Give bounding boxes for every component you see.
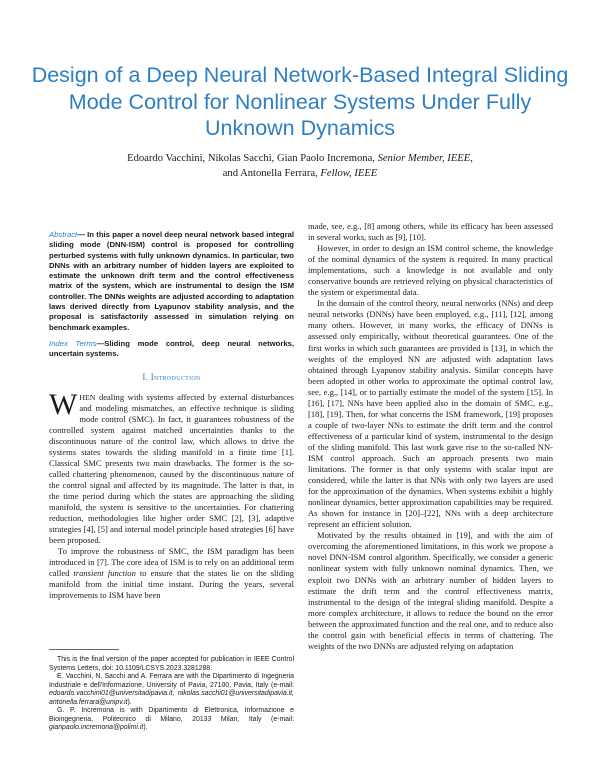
footnote-p2-b: ). <box>127 698 132 706</box>
index-terms-text: —Sliding mode control, deep neural networks, uncertain systems. <box>49 338 295 359</box>
index-terms-label: Index Terms <box>49 338 97 348</box>
intro-paragraph-2 <box>49 546 294 601</box>
intro-paragraph-1 <box>49 387 294 547</box>
footnote-p2-emails: edoardo.vacchini01@universitadipavia.it, nikolas.sacchi01@universitadipavia.it, antonella.ferrara@unipv.it <box>49 690 294 706</box>
authors-line1-end: , <box>470 153 473 164</box>
intro-p2-emphasis: transient function <box>73 568 136 579</box>
intro-p2-text-a: To improve the robustness of SMC, the ISM paradigm has been introduced in [7]. The core idea of ISM is to rely on an additional term called <box>49 546 294 579</box>
author-list <box>30 152 570 181</box>
dropcap-rest: HEN <box>79 392 96 402</box>
authors-line2: and Antonella Ferrara, <box>222 167 321 179</box>
footnote-rule <box>49 649 119 650</box>
right-paragraph-2: In the domain of the control theory, neural networks (NNs) and deep neural networks (DNNs) have been employed, e.g., [11], [12], among many others. However, in many works, the efficacy of DNNs is assessed only empirically, without theoretical guarantees. One of the first works in which such guarantees are provided is [13], in which the weights of the employed NN are adjusted with adaptation laws obtained through Lyapunov stability analysis. Similar concepts have been adopted in other works to approximate the optimal control law, see, e.g., [14], or to partially estimate the model of the system [15]. In [16], [17], NNs have been applied also in the domain of SMC, e.g., [18], [19]. Then, for what concerns the ISM framework, [19] proposes a couple of two-layer NNs to estimate the drift term and the control effectiveness of a particular kind of system, instrumental to the design of the sliding manifold. This last work gave rise to the so-called NN-ISM control approach. Such an approach presents two main limitations. The former is that only systems with scalar input are considered, while the latter is that NNs with only two layers are used for the approximation of the dynamics. When systems exhibit a highly nonlinear dynamics, better approximation capabilities may be required. As shown for instance in [20]–[22], NNs with a deep architecture represent an efficient solution. <box>308 298 553 530</box>
author-role-senior: Senior Member, IEEE <box>377 153 471 164</box>
right-paragraph-3: Motivated by the results obtained in [19], and with the aim of overcoming the aforementioned limitations, in this work we propose a novel DNN-ISM control algorithm. Specifically, we consider a generic nonlinear system with fully unknown nominal dynamics. Then, we exploit two DNNs with an arbitrary number of hidden layers to estimate the drift term and the control effectiveness matrix, instrumental to the design of the integral sliding manifold. Despite a more complex architecture, it allows to reduce the bound on the error between the approximated function and the real one, and to reduce also the control gain with beneficial effects in terms of chattering. The weights of the two DNNs are adjusted relying on adaptation <box>308 530 553 651</box>
author-role-fellow: Fellow, IEEE <box>320 167 378 179</box>
footnote-p2 <box>49 673 294 707</box>
right-paragraph-1: However, in order to design an ISM control scheme, the knowledge of the nominal dynamics of the system is required. In many practical implementations, such a knowledge is not available and only conservative bounds are retrieved relying on physical characteristics of the system or experimental data. <box>308 243 553 298</box>
left-column <box>49 230 294 602</box>
footnote-p3 <box>49 707 294 733</box>
footnote-p2-a: E. Vacchini, N. Sacchi and A. Ferrara are with the Dipartimento di Ingegneria Industriale e dell'Informazione, University of Pavia, 27100, Pavia, Italy (e-mail: <box>49 673 294 689</box>
right-paragraph-0: made, see, e.g., [8] among others, while its efficacy has been assessed in several works, such as [9], [10]. <box>308 221 553 243</box>
right-column <box>308 221 553 652</box>
paper-title: Design of a Deep Neural Network-Based Integral Sliding Mode Control for Nonlinear Systems Under Fully Unknown Dynamics <box>31 63 569 140</box>
footnote-p3-email: gianpaolo.incremona@polimi.it <box>49 724 144 732</box>
abstract-label: Abstract <box>49 230 78 239</box>
abstract-text: — In this paper a novel deep neural network based integral sliding mode (DNN-ISM) control is proposed for controlling perturbed systems with fully unknown dynamics. In particular, two DNNs with an arbitrary number of hidden layers are exploited to estimate the unknown drift term and the control effectiveness matrix of the system, which are instrumental to design the ISM controller. The DNNs weights are adjusted according to adaptation laws derived directly from Lyapunov stability analysis, and the proposal is satisfactorily assessed in simulation relying on benchmark examples. <box>49 230 294 332</box>
footnote-p3-a: G. P. Incremona is with Dipartimento di Elettronica, Informazione e Bioingegneria, Politecnico di Milano, 20133 Milan, Italy (e-mail: <box>49 707 294 723</box>
intro-p2-text-b: to ensure that the states lie on the sliding manifold from the initial time instant. During the years, several improvements to ISM have been <box>49 568 294 601</box>
abstract <box>49 230 294 333</box>
footnote-p1: This is the final version of the paper accepted for publication in IEEE Control Systems Letters, doi: 10.1109/LCSYS.2023.3281288. <box>49 656 294 672</box>
index-terms <box>49 339 294 360</box>
authors-line1: Edoardo Vacchini, Nikolas Sacchi, Gian Paolo Incremona, <box>127 153 378 164</box>
section-heading-introduction: I. Introduction <box>142 371 201 382</box>
footnote <box>49 656 294 733</box>
dropcap: W <box>49 387 78 421</box>
intro-p1-text: dealing with systems affected by external disturbances and modeling mismatches, an effective technique is sliding mode control (SMC). In fact, it guarantees robustness of the controlled system against matched uncertainties thanks to the discontinuous nature of the control law, which allows to drive the systems states towards the sliding manifold in a finite time [1]. Classical SMC presents two main drawbacks. The former is the so-called chattering phenomenon, caused by the discontinuous nature of the control signal and affected by its magnitude. The latter is that, in the time period during which the states are approaching the sliding manifold, the system is sensitive to the uncertainties. For chattering reduction, methodologies like higher order SMC [2], [3], adaptive strategies [4], [5] and internal model principle based strategies [6] have been proposed. <box>49 391 294 546</box>
footnote-p3-b: ). <box>143 724 148 732</box>
